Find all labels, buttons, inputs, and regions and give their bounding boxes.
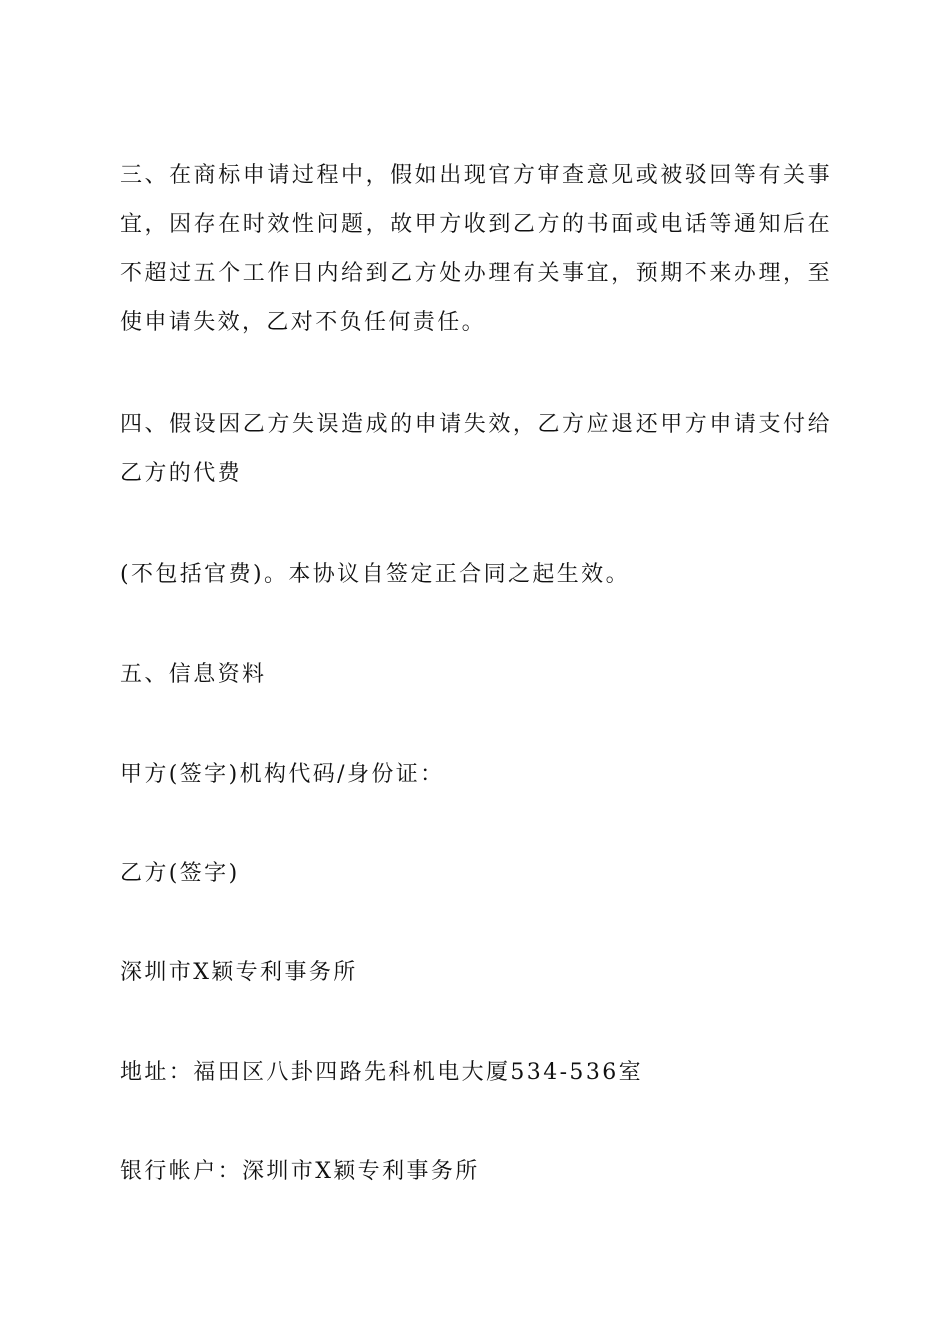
- clause-4-line-1: 四、假设因乙方失误造成的申请失效，乙方应退还甲方申请支付给: [120, 412, 832, 437]
- clause-4-continuation: [120, 550, 832, 599]
- clause-3-line-2: 宜，因存在时效性问题，故甲方收到乙方的书面或电话等通知后在: [120, 212, 832, 237]
- clause-3-line-3: 不超过五个工作日内给到乙方处办理有关事宜，预期不来办理，至: [120, 261, 832, 286]
- clause-3-line-1: 三、在商标申请过程中，假如出现官方审查意见或被驳回等有关事: [120, 163, 832, 188]
- clause-3-paragraph: [120, 151, 832, 347]
- party-a-signature-line: [120, 750, 832, 799]
- clause-4-line-2: 乙方的代费: [120, 461, 243, 486]
- clause-4-continuation-text: (不包括官费)。本协议自签定正合同之起生效。: [120, 562, 630, 587]
- clause-5-heading: [120, 650, 832, 699]
- party-b-text: 乙方(签字): [120, 861, 240, 886]
- firm-name-line: [120, 948, 832, 997]
- party-a-text: 甲方(签字)机构代码/身份证：: [120, 762, 445, 787]
- firm-name-text: 深圳市X颖专利事务所: [120, 960, 358, 985]
- clause-5-heading-text: 五、信息资料: [120, 662, 267, 687]
- address-text: 地址：福田区八卦四路先科机电大厦534-536室: [120, 1060, 644, 1085]
- clause-4-paragraph: [120, 400, 832, 498]
- party-b-signature-line: [120, 849, 832, 898]
- address-line: [120, 1048, 832, 1097]
- bank-account-line: [120, 1147, 832, 1196]
- bank-account-text: 银行帐户：深圳市X颖专利事务所: [120, 1159, 480, 1184]
- clause-3-line-4: 使申请失效，乙对不负任何责任。: [120, 310, 487, 335]
